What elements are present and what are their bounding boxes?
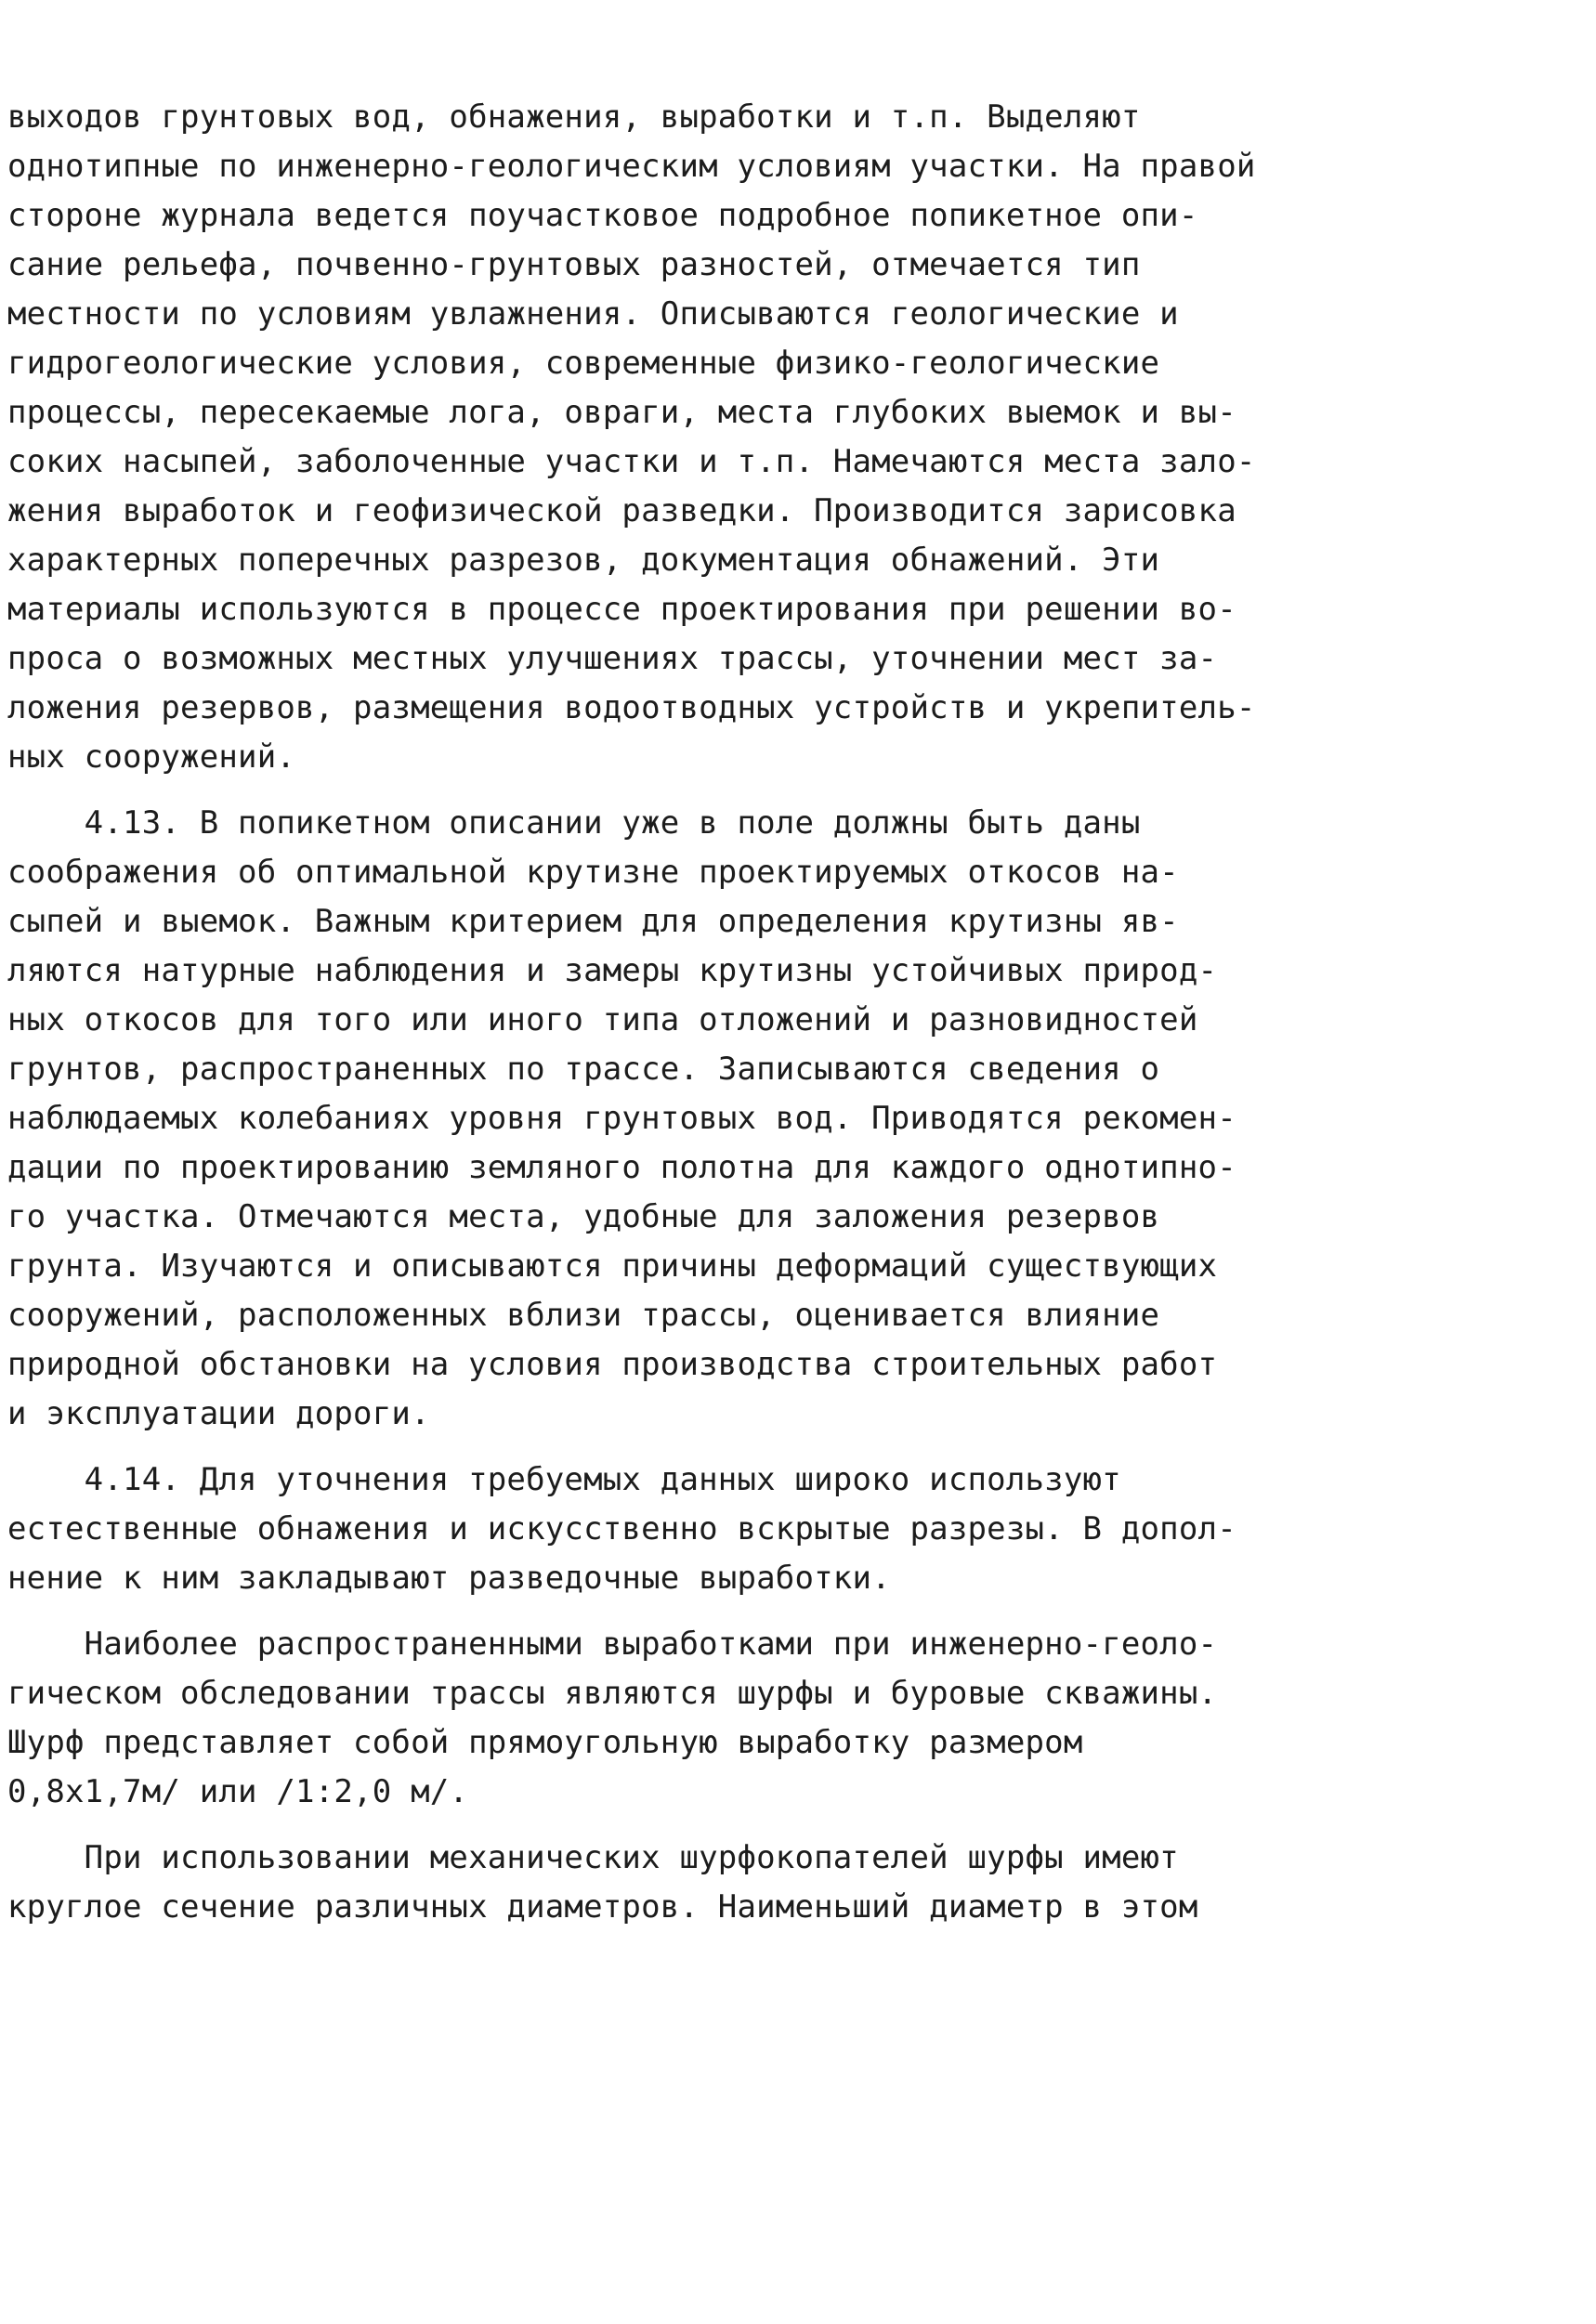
text-line: ляются натурные наблюдения и замеры крутизны устойчивых природ-: [7, 952, 1218, 989]
text-line: естественные обнажения и искусственно вскрытые разрезы. В допол-: [7, 1510, 1236, 1547]
text-line: материалы используются в процессе проектирования при решении во-: [7, 591, 1236, 628]
text-line: го участка. Отмечаются места, удобные для заложения резервов: [7, 1198, 1160, 1235]
text-line: нение к ним закладывают разведочные выработки.: [7, 1560, 891, 1597]
text-line: однотипные по инженерно-геологическим условиям участки. На правой: [7, 148, 1256, 185]
text-line: ных откосов для того или иного типа отложений и разновидностей: [7, 1001, 1198, 1038]
text-line: характерных поперечных разрезов, документация обнажений. Эти: [7, 542, 1160, 579]
text-line: местности по условиям увлажнения. Описываются геологические и: [7, 295, 1179, 333]
text-line: выходов грунтовых вод, обнажения, выработки и т.п. Выделяют: [7, 98, 1141, 136]
text-line: стороне журнала ведется поучастковое подробное попикетное опи-: [7, 197, 1198, 234]
text-line: 0,8х1,7м/ или /1:2,0 м/.: [7, 1773, 469, 1810]
text-line: гическом обследовании трассы являются шурфы и буровые скважины.: [7, 1675, 1218, 1712]
text-line: гидрогеологические условия, современные физико-геологические: [7, 345, 1160, 382]
paragraph-4-14: [7, 1456, 1327, 1603]
text-line: грунта. Изучаются и описываются причины деформаций существующих: [7, 1247, 1218, 1285]
text-line: соких насыпей, заболоченные участки и т.п. Намечаются места зало-: [7, 443, 1256, 480]
text-line: наблюдаемых колебаниях уровня грунтовых вод. Приводятся рекомен-: [7, 1100, 1236, 1137]
text-line: дации по проектированию земляного полотна для каждого однотипно-: [7, 1149, 1236, 1186]
text-line: сооружений, расположенных вблизи трассы, оценивается влияние: [7, 1297, 1160, 1334]
text-line: жения выработок и геофизической разведки. Производится зарисовка: [7, 492, 1236, 529]
text-line: природной обстановки на условия производства строительных работ: [7, 1346, 1218, 1383]
text-line: сание рельефа, почвенно-грунтовых разностей, отмечается тип: [7, 246, 1141, 283]
text-line: проса о возможных местных улучшениях трассы, уточнении мест за-: [7, 640, 1218, 677]
text-line: процессы, пересекаемые лога, овраги, места глубоких выемок и вы-: [7, 394, 1236, 431]
paragraph-survey-journal: [7, 93, 1327, 782]
text-line: ных сооружений.: [7, 738, 296, 776]
paragraph-mechanical-diggers: [7, 1834, 1327, 1932]
text-line: круглое сечение различных диаметров. Наименьший диаметр в этом: [7, 1888, 1198, 1926]
text-line: грунтов, распространенных по трассе. Записываются сведения о: [7, 1051, 1160, 1088]
text-line: 4.14. Для уточнения требуемых данных широко используют: [7, 1461, 1121, 1498]
text-line: При использовании механических шурфокопателей шурфы имеют: [7, 1839, 1179, 1876]
text-line: 4.13. В попикетном описании уже в поле должны быть даны: [7, 804, 1141, 842]
text-line: Наиболее распространенными выработками при инженерно-геоло-: [7, 1625, 1218, 1663]
text-line: соображения об оптимальной крутизне проектируемых откосов на-: [7, 854, 1179, 891]
paragraph-test-pits: [7, 1620, 1327, 1817]
text-line: ложения резервов, размещения водоотводных устройств и укрепитель-: [7, 689, 1256, 726]
document-body: [7, 93, 1327, 1932]
text-line: сыпей и выемок. Важным критерием для определения крутизны яв-: [7, 903, 1179, 940]
text-line: и эксплуатации дороги.: [7, 1395, 430, 1432]
paragraph-4-13: [7, 799, 1327, 1439]
text-line: Шурф представляет собой прямоугольную выработку размером: [7, 1724, 1083, 1761]
